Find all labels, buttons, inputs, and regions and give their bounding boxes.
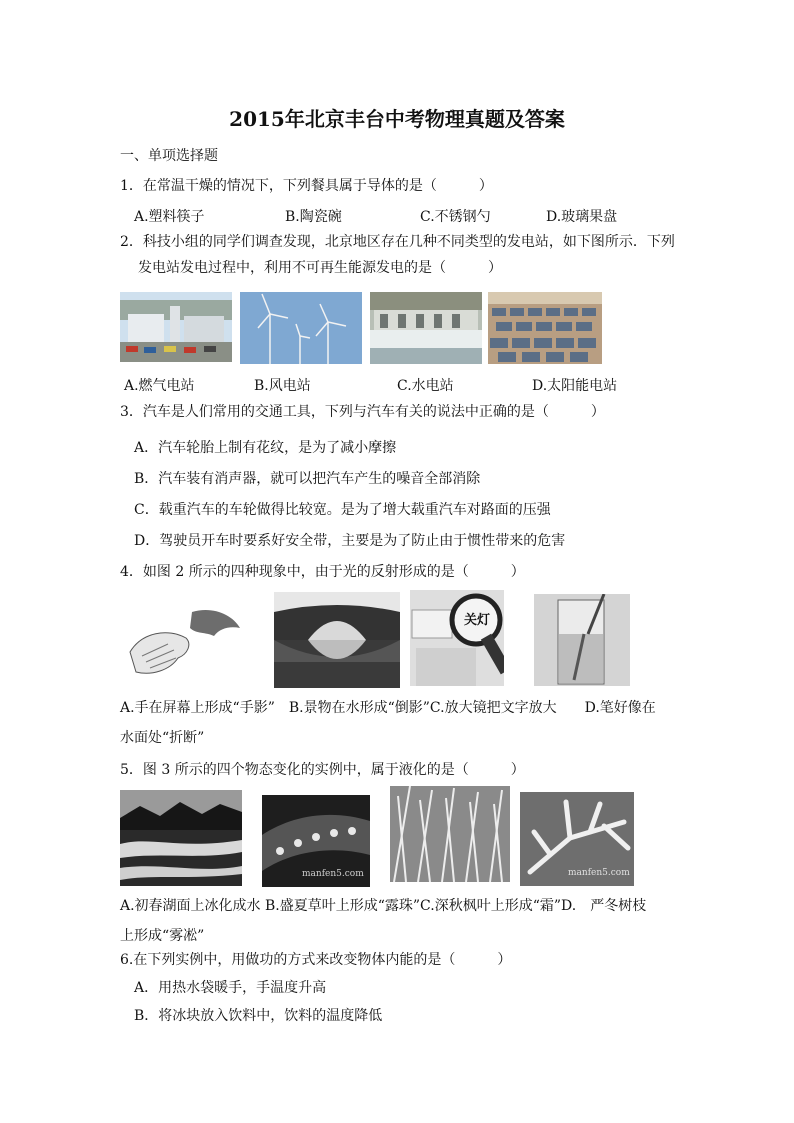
bridge-reflection-photo bbox=[274, 592, 400, 688]
q2-option-c: C.水电站 bbox=[397, 378, 454, 394]
q4-options-line1: A.手在屏幕上形成“手影” B.景物在水形成“倒影”C.放大镜把文字放大 D.笔好像在 bbox=[120, 700, 656, 716]
q2-stem-line1: 2．科技小组的同学们调查发现，北京地区存在几种不同类型的发电站，如下图所示．下列 bbox=[120, 234, 675, 250]
section-heading: 一、单项选择题 bbox=[120, 148, 218, 164]
dew-drops-photo bbox=[262, 795, 370, 887]
q1-stem: 1．在常温干燥的情况下，下列餐具属于导体的是（ ） bbox=[120, 178, 493, 194]
hand-shadow-photo bbox=[122, 592, 248, 688]
q5-stem: 5．图 3 所示的四个物态变化的实例中，属于液化的是（ ） bbox=[120, 762, 525, 778]
q5-options-line1: A.初春湖面上冰化成水 B.盛夏草叶上形成“露珠”C.深秋枫叶上形成“霜”D. 严冬树枝 bbox=[120, 898, 647, 914]
q3-option-a: A．汽车轮胎上制有花纹，是为了减小摩擦 bbox=[134, 440, 397, 456]
rime-photo bbox=[520, 792, 634, 886]
q1-option-b: B.陶瓷碗 bbox=[285, 209, 342, 225]
q2-stem-line2: 发电站发电过程中，利用不可再生能源发电的是（ ） bbox=[138, 260, 502, 276]
q2-option-b: B.风电站 bbox=[254, 378, 311, 394]
frost-photo bbox=[390, 786, 510, 882]
rime-watermark: manfen5.com bbox=[568, 868, 630, 878]
q4-stem: 4．如图 2 所示的四种现象中，由于光的反射形成的是（ ） bbox=[120, 564, 525, 580]
q1-option-d: D.玻璃果盘 bbox=[546, 209, 618, 225]
q6-option-b: B．将冰块放入饮料中，饮料的温度降低 bbox=[134, 1008, 383, 1024]
q4-options-line2: 水面处“折断” bbox=[120, 730, 205, 746]
q1-option-a: A.塑料筷子 bbox=[134, 209, 205, 225]
q3-stem: 3．汽车是人们常用的交通工具，下列与汽车有关的说法中正确的是（ ） bbox=[120, 404, 605, 420]
q1-option-c: C.不锈钢勺 bbox=[420, 209, 491, 225]
page-title: 2015年北京丰台中考物理真题及答案 bbox=[229, 107, 565, 131]
q6-option-a: A．用热水袋暖手，手温度升高 bbox=[134, 980, 327, 996]
q3-option-b: B．汽车装有消声器，就可以把汽车产生的噪音全部消除 bbox=[134, 471, 481, 487]
gas-power-station-photo bbox=[120, 292, 232, 362]
pencil-in-water-photo bbox=[534, 594, 630, 686]
wind-power-station-photo bbox=[240, 292, 362, 364]
q6-stem: 6.在下列实例中，用做功的方式来改变物体内能的是（ ） bbox=[120, 952, 512, 968]
q5-options-line2: 上形成“雾凇” bbox=[120, 928, 205, 944]
hydro-power-station-photo bbox=[370, 292, 482, 364]
q3-option-d: D．驾驶员开车时要系好安全带，主要是为了防止由于惯性带来的危害 bbox=[134, 533, 566, 549]
dew-watermark: manfen5.com bbox=[302, 869, 364, 879]
q2-option-d: D.太阳能电站 bbox=[532, 378, 618, 394]
magnifier-sign-text: 关灯 bbox=[464, 613, 491, 628]
q3-option-c: C．载重汽车的车轮做得比较宽。是为了增大载重汽车对路面的压强 bbox=[134, 502, 551, 518]
q2-option-a: A.燃气电站 bbox=[124, 378, 195, 394]
solar-power-station-photo bbox=[488, 292, 602, 364]
magnifier-photo bbox=[410, 590, 504, 686]
melting-ice-photo bbox=[120, 790, 242, 886]
